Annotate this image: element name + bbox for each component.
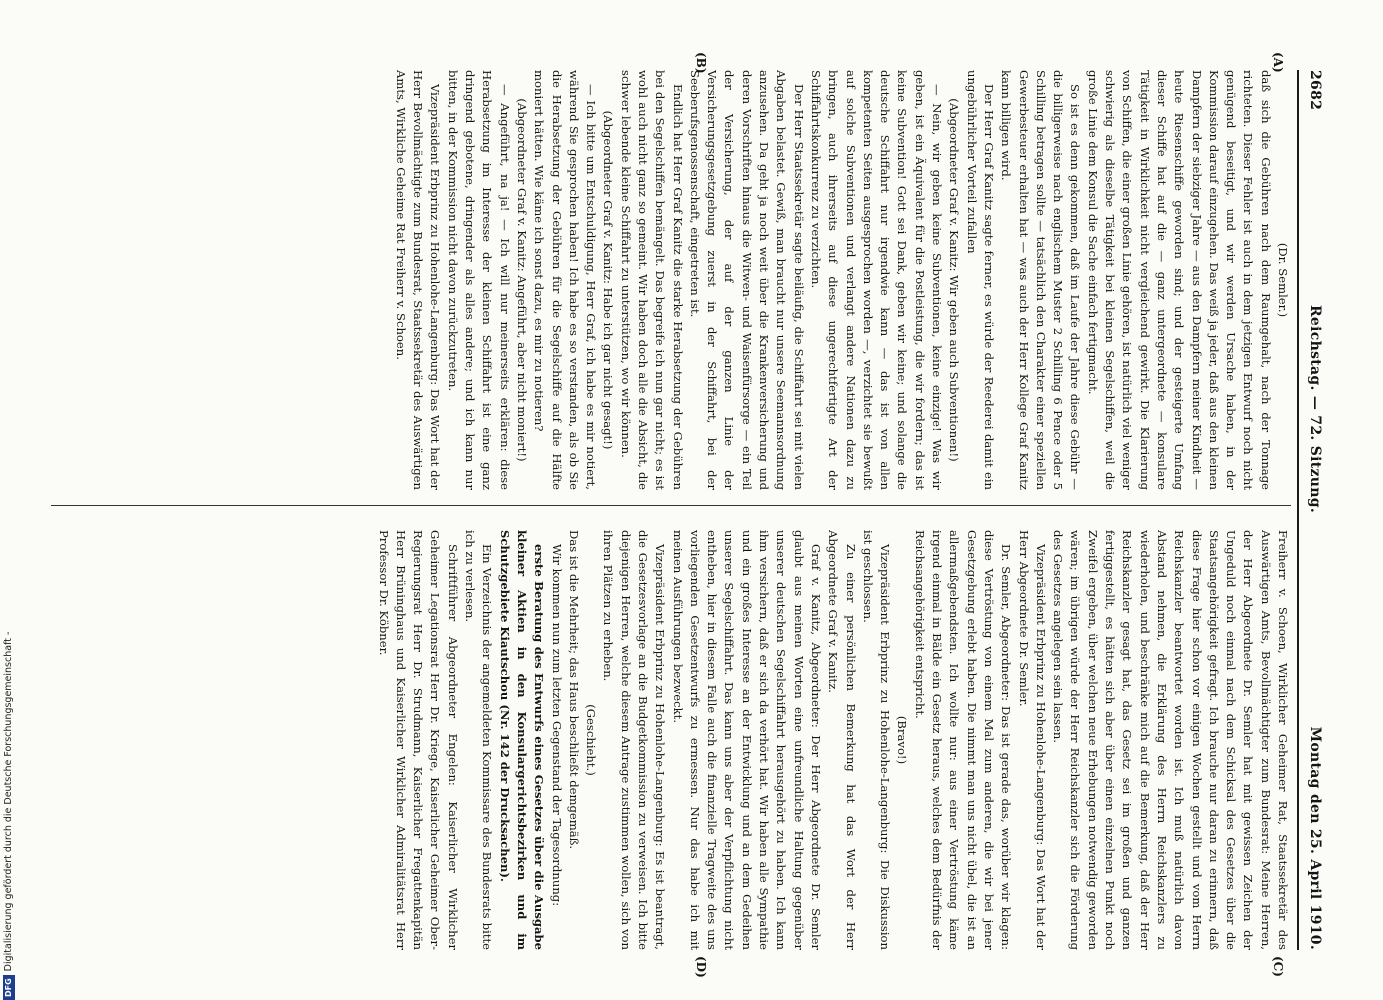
paragraph: (Geschieht.) (584, 704, 599, 776)
header-rule (1297, 70, 1299, 950)
paragraph: Das ist die Mehrheit; das Haus beschließt demgemäß. (566, 530, 581, 850)
paragraph: — Angeführt, na ja! — Ich will nur meinerseits erklären: diese Herabsetzung im Interesse der kleinen Schiffahrt ist eine ganz dringend gebotene, dringender als alles andere; und ich kann nur bitten, in der Kommission nicht davon zurückzutreten. (445, 70, 512, 490)
paragraph: Graf v. Kanitz, Abgeordneter: Der Herr Abgeordnete Dr. Semler glaubt aus meinen Worten eine unfreundliche Haltung gegenüber unserer deutschen Segelschiffahrt herausgehört zu haben. Ich kann ihm versichern, daß er sich da verhört hat. Wir haben alle Sympathie und ein großes Interesse an der Entwicklung und an dem Gedeihen unserer Segelschiffahrt. Das kann uns aber der Verpflichtung nicht entheben, hier in diesem Falle auch die finanzielle Tragweite des uns vorliegenden Gesetzentwurfs zu ermessen. Nur das habe ich mit meinen Ausführungen bezweckt. (670, 530, 823, 950)
paragraph: (Bravo!) (895, 715, 910, 765)
paragraph: Zu einer persönlichen Bemerkung hat das Wort der Herr Abgeordnete Graf v. Kanitz. (826, 530, 858, 950)
paragraph: — Nein, wir geben keine Subventionen, keine einzige! Was wir geben, ist ein Äquivalent für die Postleistung, die wir fordern; das ist keine Subvention! Gott sei Dank, geben wir keine; und solange die deutsche Schiffahrt nur irgendwie kann — das ist von allen kompetenten Seiten ausgesprochen worden —, verzichtet sie bewußt auf solche Subventionen und verlangt andere Nationen dazu zu bringen, auch ihrerseits auf diese ungerechtfertigte Art der Schiffahrtskonkurrenz zu verzichten. (808, 70, 945, 490)
paragraph: Endlich hat Herr Graf Kanitz die starke Herabsetzung der Gebühren bei den Segelschiffen bemängelt. Das begreife ich nun gar nicht; es ist wohl auch nicht ganz so gemeint. Wir haben doch alle die Absicht, die schwer lebende kleine Schiffahrt zu unterstützen, wo wir können. (618, 70, 685, 490)
paragraph: Vizepräsident Erbprinz zu Hohenlohe-Langenburg: Das Wort hat der Herr Bevollmächtigte zum Bundesrat, Staatssekretär des Auswärtigen Amts, Wirkliche Geheime Rat Freiherr v. Schoen. (393, 70, 443, 490)
left-column (51, 70, 1291, 490)
paragraph: Ein Verzeichnis der angemeldeten Kommissare des Bundesrats bitte ich zu verlesen. (463, 530, 495, 950)
paragraph: So ist es denn gekommen, daß im Laufe der Jahre diese Gebühr — die billigerweise nach englischem Muster 2 Schilling 6 Pence oder 5 Schilling betragen sollte — tatsächlich den Charakter einer speziellen Gewerbesteuer erhalten hat — was auch der Herr Kollege Graf Kanitz kann billigen wird. (999, 70, 1083, 490)
paragraph: erste Beratung des Entwurfs eines Gesetzes über die Ausgabe kleiner Aktien in den Konsulargerichtsbezirken und im Schutzgebiete Kiautschou (Nr. 142 der Drucksachen). (497, 530, 547, 950)
paragraph: Der Herr Staatssekretär sagte beiläufig, die Schiffahrt sei mit vielen Abgaben belastet. Gewiß, man braucht nur unsere Seemannsordnung anzusehen. Da geht ja noch weit über die Krankenversicherung und deren Vorschriften hinaus die Witwen- und Waisenfürsorge — ein Teil der Versicherung, der auf der ganzen Linie der Versicherungsgesetzgebung zuerst in der Schiffahrt, bei der Seeberufsgenossenschaft, eingetreten ist. (687, 70, 806, 490)
paragraph: Vizepräsident Erbprinz zu Hohenlohe-Langenburg: Das Wort hat der Herr Abgeordnete Dr. Semler. (1016, 530, 1048, 950)
paragraph: daß sich die Gebühren nach dem Raumgehalt, nach der Tonnage richteten. Dieser Fehler ist auch in dem jetzigen Entwurf noch nicht genügend beseitigt, und wir werden Ursache haben, in der Kommission darauf einzugehen. Das weiß ja jeder, daß aus den kleinen Dampfern der siebziger Jahre — aus den Dampfern meiner Kindheit — heute Riesenschiffe geworden sind; und der gesteigerte Umfang dieser Schiffe hat auf die — ganz untergeordnete — konsulare Tätigkeit in Wirklichkeit nicht vergleichend gewirkt. Die Klarierung von Schiffen, die einer großen Linie gehören, ist natürlich viel weniger schwierig als dieselbe Tätigkeit bei kleinen Segelschiffen, weil die große Linie dem Konsul die Sache einfach fertigmacht. (1085, 70, 1273, 490)
margin-mark-a: (A) (1271, 52, 1285, 73)
paragraph: (Abgeordneter Graf v. Kanitz: Habe ich gar nicht gesagt!) (601, 110, 616, 450)
margin-mark-d: (D) (694, 956, 708, 978)
paragraph: Vizepräsident Erbprinz zu Hohenlohe-Langenburg: Es ist beantragt, die Gesetzesvorlage an die Budgetkommission zu verweisen. Ich bitte diejenigen Herren, welche diesem Antrage zustimmen wollen, sich von ihren Plätzen zu erheben. (601, 530, 668, 950)
paragraph: (Abgeordneter Graf v. Kanitz: Wir geben auch Subventionen!) (947, 98, 962, 462)
page-header (1301, 70, 1323, 950)
session-title: Reichstag. — 72. Sitzung. (1307, 305, 1323, 513)
paragraph: Freiherr v. Schoen, Wirklicher Geheimer Rat, Staatssekretär des Auswärtigen Amts, Bevollmächtigter zum Bundesrat: Meine Herren, der Herr Abgeordnete Dr. Semler hat mit gewissen Zeichen der Ungeduld noch einmal nach dem Schicksal des Gesetzes über die Staatsangehörigkeit gefragt. Ich brauche nur daran zu erinnern, daß diese Frage hier schon vor einigen Wochen gestellt und vom Herrn Reichskanzler beantwortet worden ist. Ich muß natürlich davon Abstand nehmen, die Erklärung des Herrn Reichskanzlers zu wiederholen, und beschränke mich auf die Bemerkung, daß der Herr Reichskanzler gesagt hat, das Gesetz sei im großen und ganzen fertiggestellt, es hätten sich aber über einen einzelnen Punkt noch Zweifel ergeben, über welchen neue Erhebungen notwendig geworden wären; im übrigen würde der Herr Reichskanzler sich die Förderung des Gesetzes angelegen sein lassen. (1051, 530, 1290, 950)
page-number: 2682 (1307, 70, 1323, 111)
dfg-logo: DFG (3, 975, 15, 1000)
paragraph: Dr. Semler, Abgeordneter: Das ist gerade das, worüber wir klagen: diese Vertröstung von einem Mal zum anderen, die wir bei jener Gesetzgebung erlebt haben. Die nimmt man uns nicht übel, die ist an allermaßgebendsten. Ich wollte nur: aus einer Vertröstung käme irgend einmal in Bälde ein Gesetz heraus, welches dem Bedürfnis der Reichsangehörigkeit entspricht. (912, 530, 1014, 950)
paragraph: Wir kommen nun zum letzten Gegenstand der Tagesordnung: (549, 544, 564, 907)
paragraph: Vizepräsident Erbprinz zu Hohenlohe-Langenburg: Die Diskussion ist geschlossen. (860, 530, 893, 950)
credit-text: Digitalisierung gefördert durch die Deutsche Forschungsgemeinschaft - (3, 631, 14, 972)
margin-mark-b: (B) (694, 52, 708, 74)
credit-line (1, 595, 17, 1000)
paragraph: — Ich bitte um Entschuldigung, Herr Graf, ich habe es mir notiert, während Sie gesprochen haben! Ich habe es so verstanden, als ob Sie die Herabsetzung der Gebühren für die Segelschiffe auf die Hälfte moniert hätten. Wie käme ich sonst dazu, es mir zu notieren? (532, 70, 599, 490)
paragraph: Der Herr Graf Kanitz sagte ferner, es würde der Reederei damit ein ungebührlicher Vorteil zufallen (964, 70, 996, 490)
column-divider (51, 505, 1291, 506)
digitization-credit (1, 595, 17, 1000)
paragraph: (Abgeordneter Graf v. Kanitz: Angeführt, aber nicht moniert!) (514, 98, 529, 462)
session-date: Montag den 25. April 1910. (1307, 726, 1323, 950)
margin-mark-c: (C) (1271, 956, 1285, 977)
paragraph: Schriftführer Abgeordneter Engelen: Kaiserlicher Wirklicher Geheimer Legationsrat Herr Dr. Kriege, Kaiserlicher Geheimer Ober-Regierungsrat Herr Dr. Strudmann, Kaiserlicher Fregattenkapitän Herr Brüninghaus und Kaiserlicher Wirklicher Admiralitätsrat Herr Professor Dr. Köbner. (376, 530, 460, 950)
right-column (51, 530, 1291, 950)
paragraph: (Dr. Semler.) (1276, 242, 1290, 318)
